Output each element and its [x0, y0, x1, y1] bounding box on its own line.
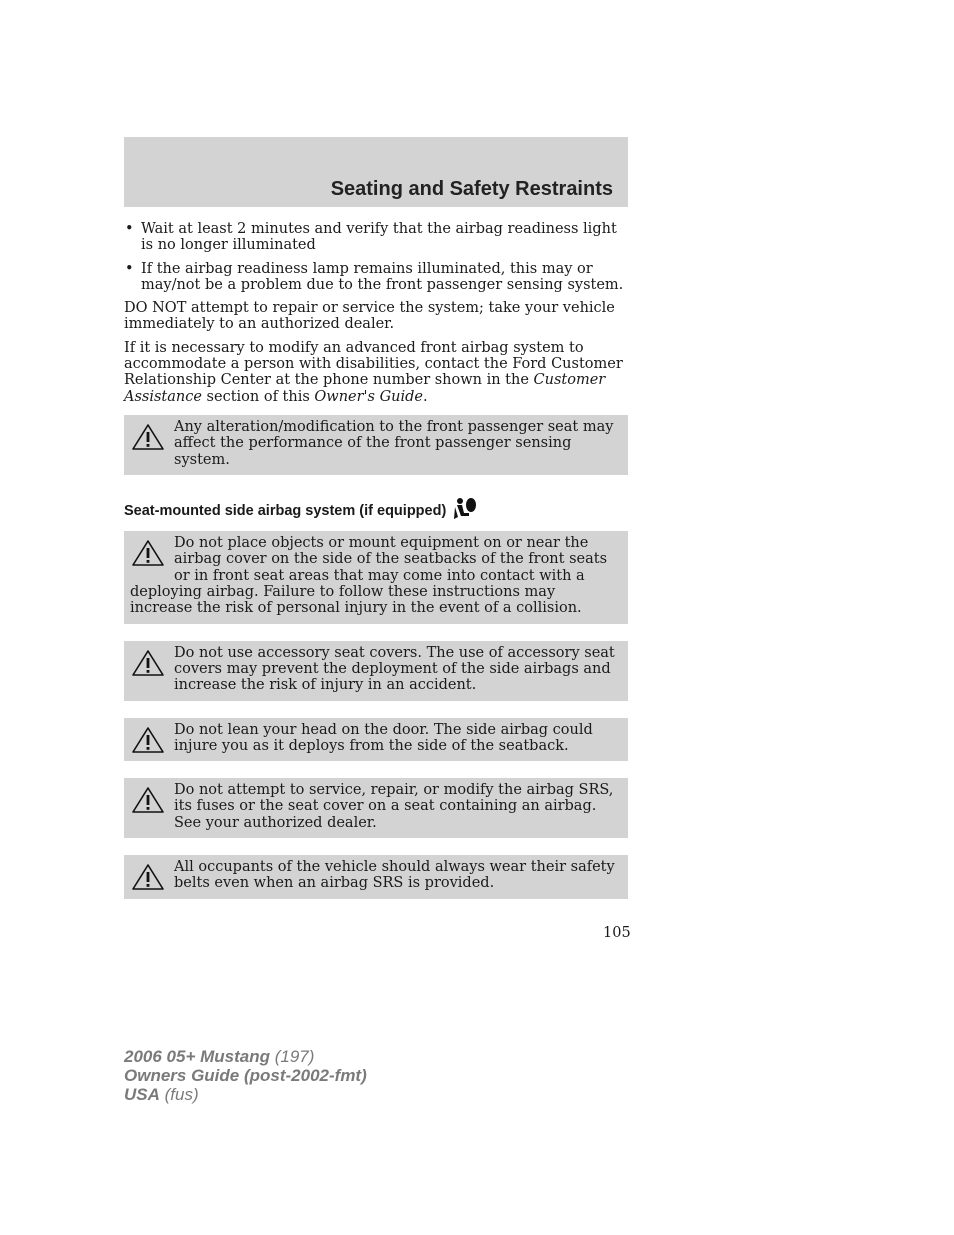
footer-line [124, 1066, 367, 1085]
warning-triangle-icon [131, 786, 165, 814]
bullet-item [124, 221, 628, 254]
warning-triangle-icon [131, 649, 165, 677]
page-number: 105 [603, 925, 631, 941]
footer-market: USA [124, 1085, 160, 1104]
warning-text: Do not place objects or mount equipment on or near the airbag cover on the side of the seatbacks of the front seats or in front seat areas that may come into contact with a deploying airbag. Failure to follow these instructions may increase the risk of personal injury in the event of a collision. [130, 535, 608, 617]
page-content [124, 221, 628, 899]
owners-guide-ref: Owner's Guide [314, 388, 424, 405]
document-footer [124, 1047, 367, 1104]
footer-market-code: (fus) [159, 1085, 199, 1104]
warning-text: Do not attempt to service, repair, or modify the airbag SRS, its fuses or the seat cover on a seat containing an airbag. See your authorized dealer. [174, 782, 614, 831]
footer-guide: Owners Guide (post-2002-fmt) [124, 1066, 367, 1085]
bullet-item [124, 261, 628, 294]
airbag-icon [451, 497, 477, 525]
bullet-text: Wait at least 2 minutes and verify that the airbag readiness light is no longer illuminated [141, 221, 617, 254]
bullet-dot-icon: • [125, 260, 134, 277]
bullet-text: If the airbag readiness lamp remains illuminated, this may or may/not be a problem due to the front passenger sensing system. [141, 260, 624, 293]
footer-model-code: (197) [270, 1047, 315, 1066]
warning-text: Any alteration/modification to the front passenger seat may affect the performance of the front passenger sensing system. [174, 418, 614, 468]
warning-triangle-icon [131, 423, 165, 451]
warning-text: All occupants of the vehicle should always wear their safety belts even when an airbag SRS is provided. [174, 859, 615, 892]
warning-box [124, 855, 628, 899]
paragraph-text: If it is necessary to modify an advanced front airbag system to accommodate a person with disabilities, contact the Ford Customer Relationship Center at the phone number shown in the [124, 339, 623, 389]
warning-triangle-icon [131, 863, 165, 891]
paragraph-dealer: DO NOT attempt to repair or service the system; take your vehicle immediately to an authorized dealer. [124, 300, 615, 333]
footer-line [124, 1085, 367, 1104]
paragraph-text: section of this [201, 388, 315, 405]
section-title: Seating and Safety Restraints [330, 178, 613, 200]
customer-assistance-ref: Customer Assistance [124, 372, 606, 405]
subheading-row [124, 497, 628, 525]
warning-triangle-icon [131, 539, 165, 567]
bullet-dot-icon: • [125, 221, 134, 237]
paragraph-text: . [423, 388, 428, 405]
warning-box [124, 718, 628, 762]
paragraph-disabilities [124, 340, 628, 405]
footer-line [124, 1047, 367, 1066]
warning-text: Do not use accessory seat covers. The use of accessory seat covers may prevent the deployment of the side airbags and increase the risk of injury in an accident. [174, 644, 615, 694]
warning-box [124, 415, 628, 475]
section-header [124, 137, 628, 207]
warning-box [124, 641, 628, 701]
footer-model: 2006 05+ Mustang [124, 1047, 270, 1066]
warning-box [124, 778, 628, 838]
warning-box [124, 531, 628, 623]
warning-text: Do not lean your head on the door. The side airbag could injure you as it deploys from the side of the seatback. [174, 721, 593, 754]
subheading: Seat-mounted side airbag system (if equipped) [124, 502, 447, 519]
warning-triangle-icon [131, 726, 165, 754]
